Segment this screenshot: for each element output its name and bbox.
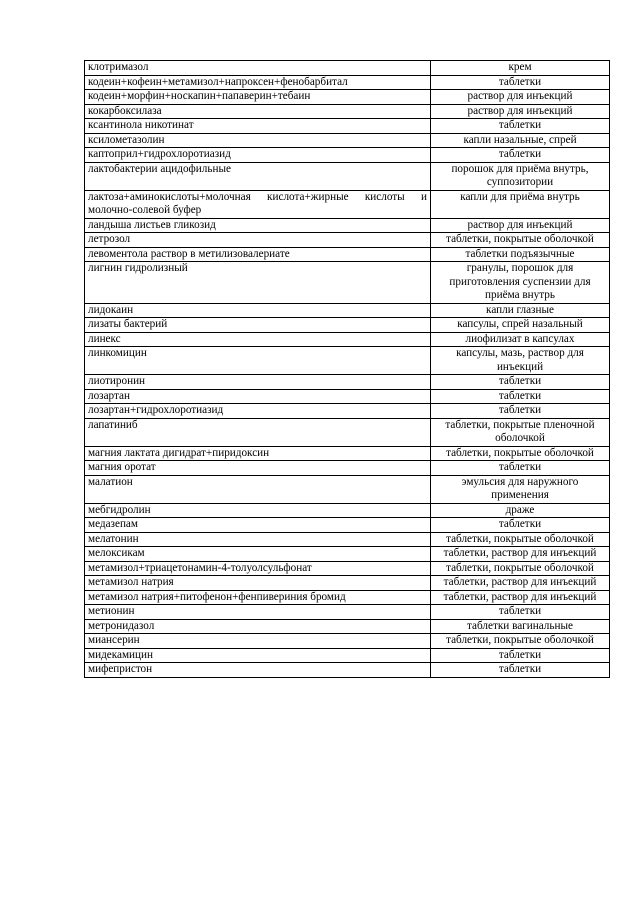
- table-row: [85, 518, 610, 533]
- drug-name-cell: магния лактата дигидрат+пиридоксин: [85, 446, 431, 461]
- dosage-form-cell: капли назальные, спрей: [431, 133, 610, 148]
- drug-name-cell: медазепам: [85, 518, 431, 533]
- table-row: [85, 233, 610, 248]
- dosage-form-cell: таблетки, покрытые оболочкой: [431, 233, 610, 248]
- table-row: [85, 332, 610, 347]
- dosage-form-cell: порошок для приёма внутрь, суппозитории: [431, 162, 610, 190]
- drug-name-cell: кодеин+морфин+носкапин+папаверин+тебаин: [85, 90, 431, 105]
- table-row: [85, 347, 610, 375]
- drug-name-cell: линкомицин: [85, 347, 431, 375]
- drug-name-cell: мифепристон: [85, 663, 431, 678]
- dosage-form-cell: раствор для инъекций: [431, 104, 610, 119]
- dosage-form-cell: крем: [431, 61, 610, 76]
- dosage-form-cell: таблетки: [431, 605, 610, 620]
- table-row: [85, 375, 610, 390]
- table-row: [85, 532, 610, 547]
- table-row: [85, 446, 610, 461]
- table-row: [85, 634, 610, 649]
- table-row: [85, 605, 610, 620]
- drug-name-cell: лактоза+аминокислоты+молочная кислота+жирные кислоты и молочно-солевой буфер: [85, 190, 431, 218]
- drug-name-cell: мелатонин: [85, 532, 431, 547]
- table-row: [85, 218, 610, 233]
- dosage-form-cell: драже: [431, 503, 610, 518]
- drug-name-cell: летрозол: [85, 233, 431, 248]
- dosage-form-cell: таблетки, раствор для инъекций: [431, 590, 610, 605]
- drug-name-cell: лизаты бактерий: [85, 318, 431, 333]
- drug-name-cell: мебгидролин: [85, 503, 431, 518]
- table-row: [85, 75, 610, 90]
- table-row: [85, 561, 610, 576]
- drug-name-cell: лиотиронин: [85, 375, 431, 390]
- dosage-form-cell: капли для приёма внутрь: [431, 190, 610, 218]
- dosage-form-cell: раствор для инъекций: [431, 218, 610, 233]
- dosage-form-cell: таблетки: [431, 404, 610, 419]
- table-row: [85, 619, 610, 634]
- dosage-form-cell: капсулы, спрей назальный: [431, 318, 610, 333]
- table-row: [85, 90, 610, 105]
- drug-name-cell: ландыша листьев гликозид: [85, 218, 431, 233]
- table-row: [85, 389, 610, 404]
- dosage-form-cell: таблетки, раствор для инъекций: [431, 576, 610, 591]
- drug-name-cell: лозартан: [85, 389, 431, 404]
- table-row: [85, 61, 610, 76]
- dosage-form-cell: таблетки, покрытые оболочкой: [431, 532, 610, 547]
- dosage-form-cell: капли глазные: [431, 303, 610, 318]
- dosage-form-cell: таблетки: [431, 518, 610, 533]
- dosage-form-cell: таблетки подъязычные: [431, 247, 610, 262]
- dosage-form-cell: таблетки, покрытые оболочкой: [431, 634, 610, 649]
- drug-name-cell: линекс: [85, 332, 431, 347]
- table-row: [85, 247, 610, 262]
- drug-name-cell: метамизол натрия+питофенон+фенпивериния бромид: [85, 590, 431, 605]
- table-row: [85, 590, 610, 605]
- table-row: [85, 104, 610, 119]
- drug-table: [84, 60, 610, 678]
- drug-name-cell: ксантинола никотинат: [85, 119, 431, 134]
- dosage-form-cell: таблетки вагинальные: [431, 619, 610, 634]
- table-row: [85, 418, 610, 446]
- table-row: [85, 119, 610, 134]
- table-row: [85, 262, 610, 304]
- table-row: [85, 133, 610, 148]
- table-row: [85, 503, 610, 518]
- drug-name-cell: лапатиниб: [85, 418, 431, 446]
- dosage-form-cell: таблетки, покрытые пленочной оболочкой: [431, 418, 610, 446]
- dosage-form-cell: таблетки: [431, 663, 610, 678]
- drug-name-cell: малатион: [85, 475, 431, 503]
- drug-name-cell: метамизол натрия: [85, 576, 431, 591]
- drug-name-cell: метронидазол: [85, 619, 431, 634]
- dosage-form-cell: таблетки: [431, 389, 610, 404]
- table-row: [85, 461, 610, 476]
- drug-name-cell: лактобактерии ацидофильные: [85, 162, 431, 190]
- dosage-form-cell: таблетки: [431, 75, 610, 90]
- table-row: [85, 648, 610, 663]
- dosage-form-cell: таблетки, покрытые оболочкой: [431, 446, 610, 461]
- drug-name-cell: магния оротат: [85, 461, 431, 476]
- dosage-form-cell: раствор для инъекций: [431, 90, 610, 105]
- dosage-form-cell: таблетки: [431, 375, 610, 390]
- drug-name-cell: метамизол+триацетонамин-4-толуолсульфонат: [85, 561, 431, 576]
- dosage-form-cell: таблетки: [431, 648, 610, 663]
- table-row: [85, 148, 610, 163]
- drug-name-cell: лигнин гидролизный: [85, 262, 431, 304]
- dosage-form-cell: таблетки, раствор для инъекций: [431, 547, 610, 562]
- table-row: [85, 190, 610, 218]
- dosage-form-cell: лиофилизат в капсулах: [431, 332, 610, 347]
- drug-name-cell: миансерин: [85, 634, 431, 649]
- table-row: [85, 318, 610, 333]
- dosage-form-cell: таблетки, покрытые оболочкой: [431, 561, 610, 576]
- drug-name-cell: ксилометазолин: [85, 133, 431, 148]
- drug-name-cell: каптоприл+гидрохлоротиазид: [85, 148, 431, 163]
- dosage-form-cell: гранулы, порошок для приготовления суспензии для приёма внутрь: [431, 262, 610, 304]
- table-row: [85, 475, 610, 503]
- table-row: [85, 303, 610, 318]
- drug-name-cell: клотримазол: [85, 61, 431, 76]
- table-row: [85, 547, 610, 562]
- drug-name-cell: лидокаин: [85, 303, 431, 318]
- drug-name-cell: мелоксикам: [85, 547, 431, 562]
- drug-name-cell: кокарбоксилаза: [85, 104, 431, 119]
- table-row: [85, 663, 610, 678]
- dosage-form-cell: эмульсия для наружного применения: [431, 475, 610, 503]
- table-row: [85, 404, 610, 419]
- dosage-form-cell: капсулы, мазь, раствор для инъекций: [431, 347, 610, 375]
- drug-name-cell: кодеин+кофеин+метамизол+напроксен+фенобарбитал: [85, 75, 431, 90]
- drug-name-cell: мидекамицин: [85, 648, 431, 663]
- dosage-form-cell: таблетки: [431, 148, 610, 163]
- dosage-form-cell: таблетки: [431, 461, 610, 476]
- drug-name-cell: левоментола раствор в метилизовалериате: [85, 247, 431, 262]
- table-row: [85, 576, 610, 591]
- drug-name-cell: лозартан+гидрохлоротиазид: [85, 404, 431, 419]
- table-row: [85, 162, 610, 190]
- dosage-form-cell: таблетки: [431, 119, 610, 134]
- drug-name-cell: метионин: [85, 605, 431, 620]
